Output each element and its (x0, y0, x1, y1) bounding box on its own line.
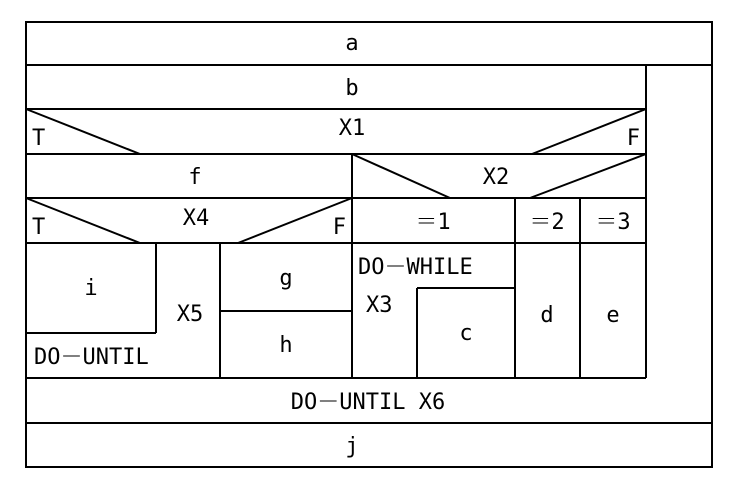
x2-condition-label: X2 (482, 165, 510, 190)
case-1-label: ＝1 (415, 210, 451, 235)
do-while-label: DO－WHILE (358, 255, 473, 280)
x1-condition-label: X1 (338, 116, 366, 141)
x2-left-diagonal (352, 154, 450, 198)
x5-condition-label: X5 (176, 302, 204, 327)
do-until-inner-label: DO－UNTIL (34, 345, 149, 370)
label-c: c (459, 321, 473, 346)
x1-false-label: F (626, 126, 640, 151)
label-i: i (84, 276, 98, 301)
case-2-label: ＝2 (529, 210, 565, 235)
x3-condition-label: X3 (366, 293, 393, 318)
label-e: e (606, 303, 620, 328)
label-h: h (279, 333, 293, 358)
x1-true-label: T (32, 126, 46, 151)
label-a: a (345, 31, 359, 56)
label-j: j (345, 434, 359, 459)
case-3-label: ＝3 (595, 210, 631, 235)
label-b: b (345, 76, 359, 101)
x4-true-label: T (32, 215, 46, 240)
x2-right-diagonal (530, 154, 646, 198)
label-g: g (279, 266, 293, 291)
x4-condition-label: X4 (182, 206, 210, 231)
label-d: d (540, 303, 554, 328)
label-f: f (188, 165, 202, 190)
x4-false-label: F (332, 215, 346, 240)
do-until-x6-label: DO－UNTIL X6 (290, 390, 446, 415)
